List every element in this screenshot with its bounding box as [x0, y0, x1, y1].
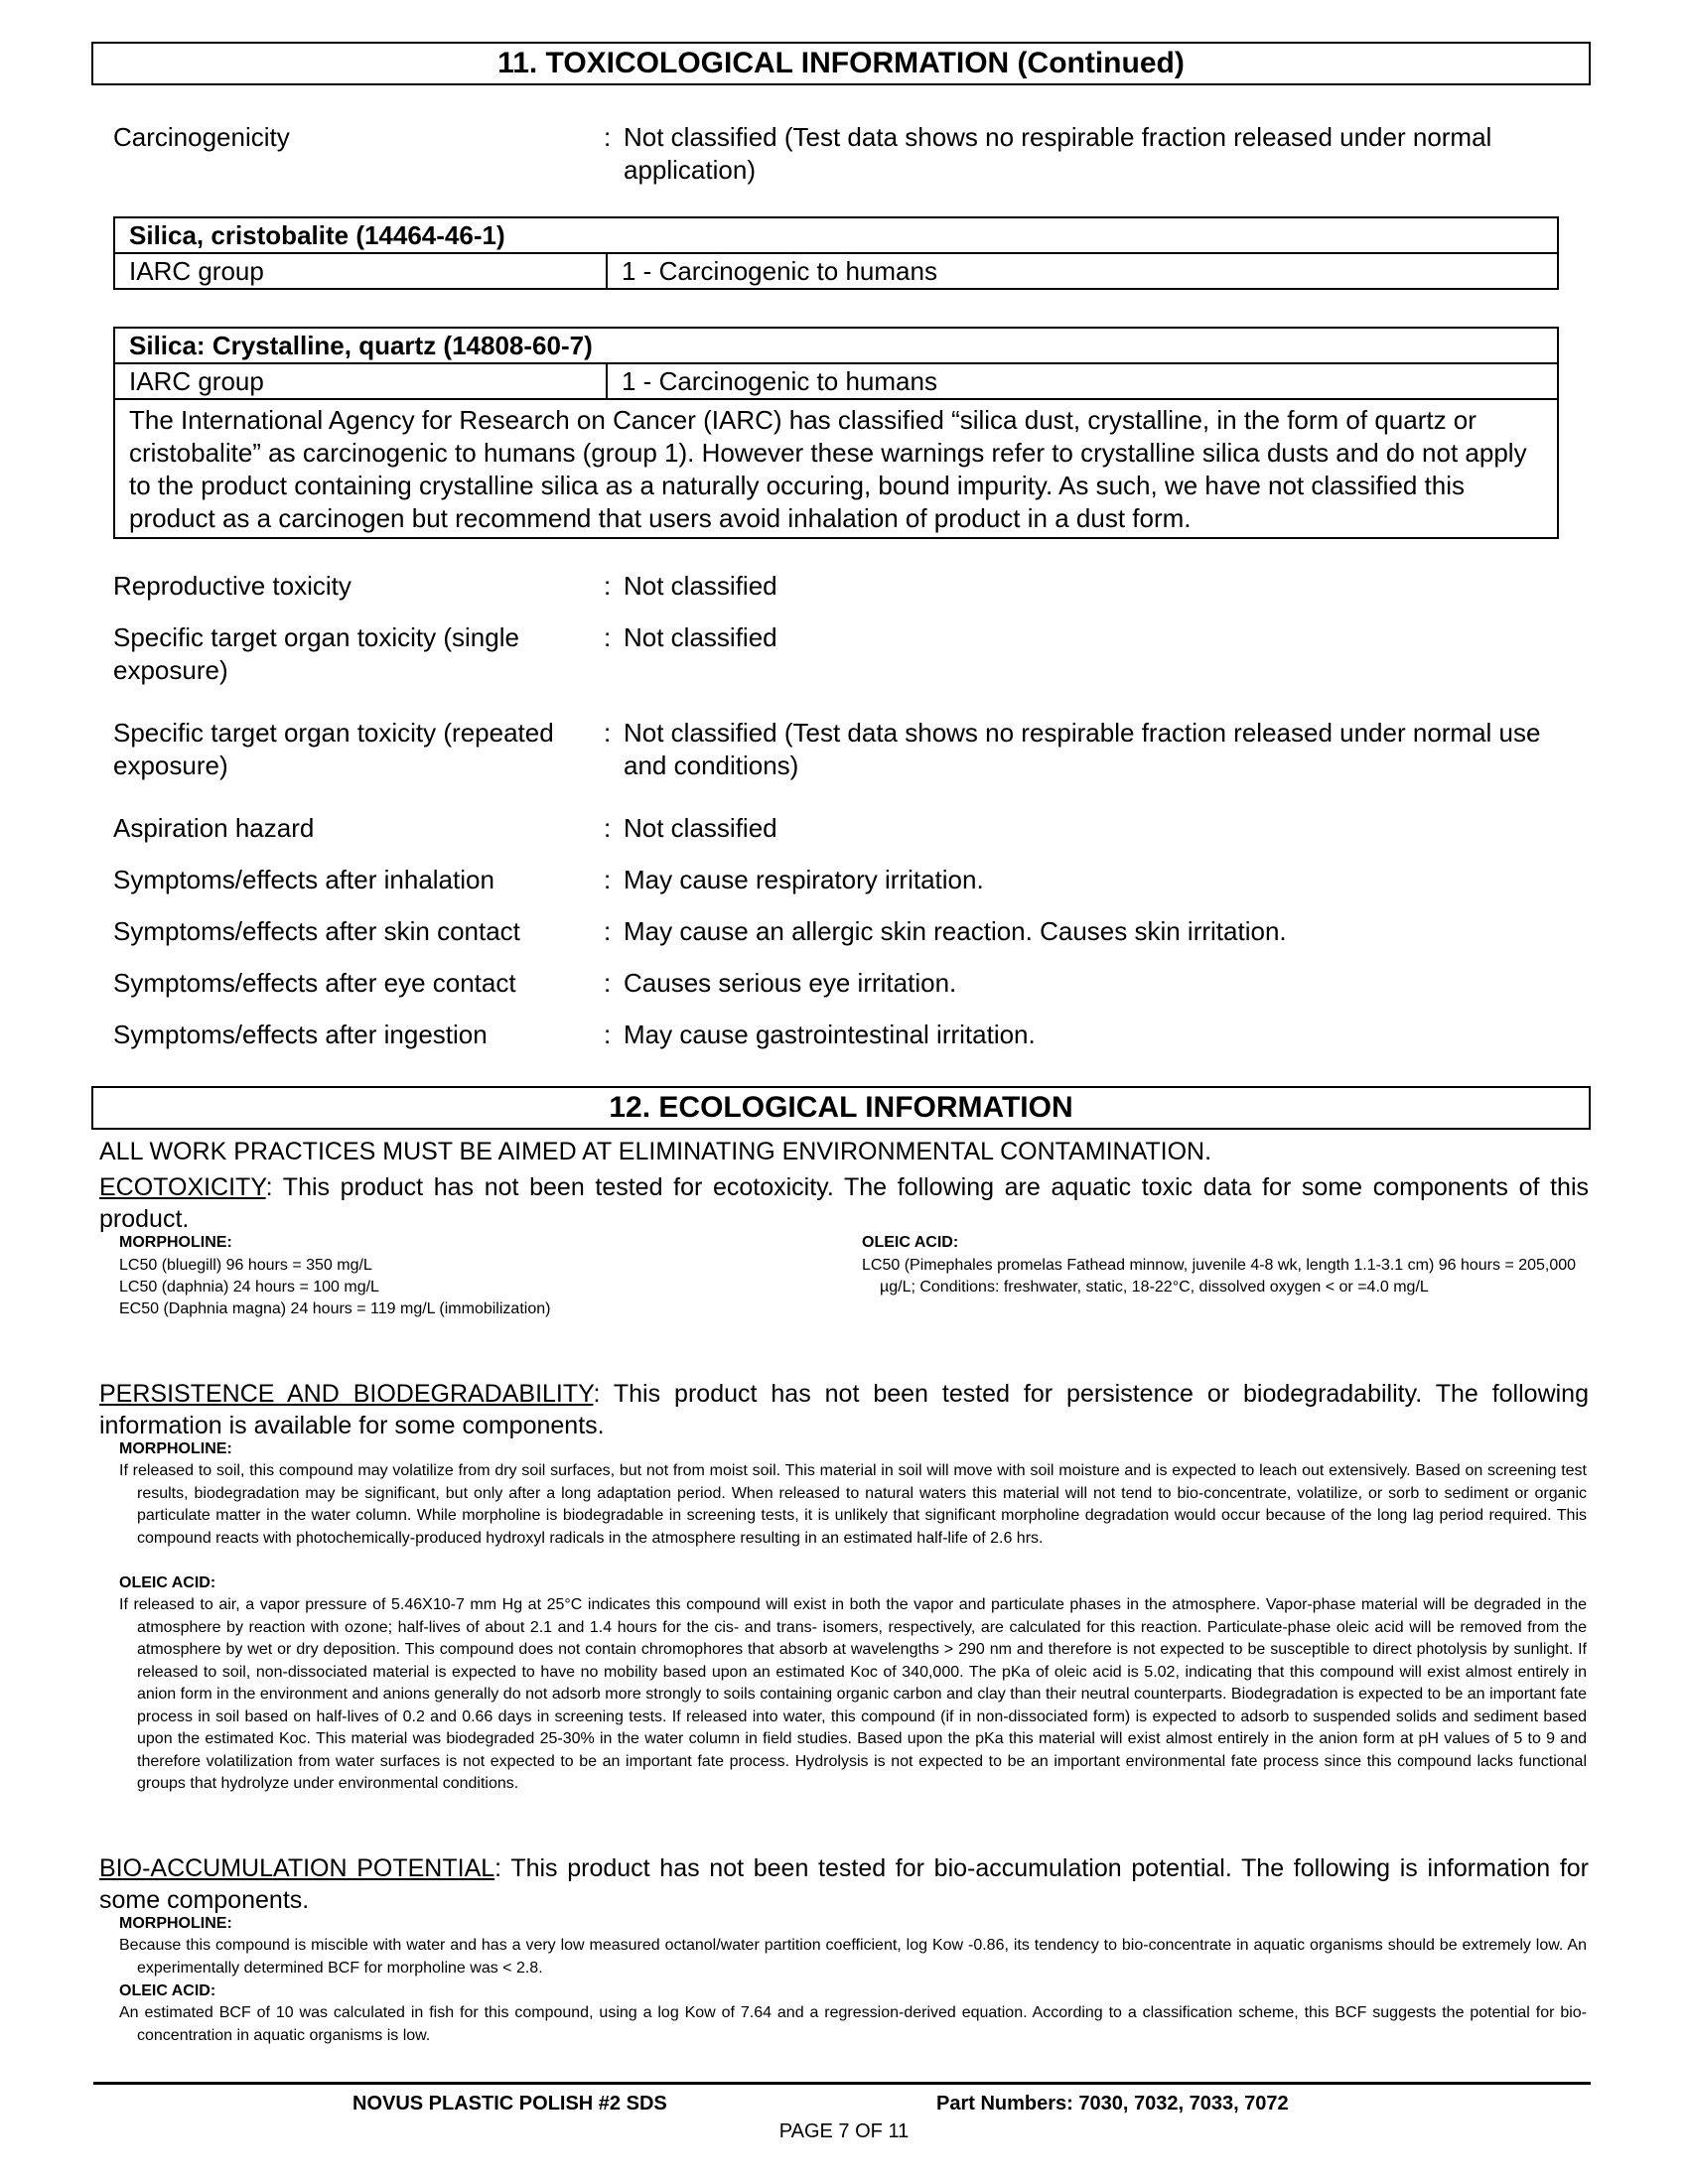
colon: :	[604, 571, 612, 601]
ecotoxicity-text: : This product has not been tested for ecotoxicity. The following are aquatic toxic data for some components of this product.	[99, 1173, 1589, 1233]
morpholine-title: MORPHOLINE:	[119, 1915, 232, 1932]
carcinogenicity-label: Carcinogenicity	[113, 122, 290, 152]
oleic-bioaccumulation-text: An estimated BCF of 10 was calculated in fish for this compound, using a log Kow of 7.64 and a regression-derived equation. According to a classification scheme, this BCF suggests the potential for bio-concentration in aquatic organisms is low.	[119, 2004, 1587, 2044]
silica-quartz-table	[113, 327, 1559, 539]
property-label: Reproductive toxicity	[113, 571, 352, 601]
bioaccumulation-text: : This product has not been tested for bio-accumulation potential. The following is information for some components.	[99, 1854, 1589, 1914]
footer-part-numbers: Part Numbers: 7030, 7032, 7033, 7072	[936, 2093, 1289, 2115]
property-label: Specific target organ toxicity (repeated exposure)	[113, 718, 554, 780]
footer-product: NOVUS PLASTIC POLISH #2 SDS	[352, 2093, 667, 2115]
bioaccumulation-paragraph	[99, 1852, 1589, 1916]
colon: :	[604, 718, 612, 748]
carcinogenicity-value: Not classified (Test data shows no respirable fraction released under normal application)	[624, 122, 1492, 185]
persistence-paragraph	[99, 1378, 1589, 1441]
morpholine-ecotox-line: EC50 (Daphnia magna) 24 hours = 119 mg/L (immobilization)	[119, 1300, 551, 1317]
table-header: Silica: Crystalline, quartz (14808-60-7)	[129, 331, 593, 360]
table-cell-value: 1 - Carcinogenic to humans	[622, 366, 937, 396]
oleic-acid-title: OLEIC ACID:	[862, 1234, 959, 1251]
section-12-title: 12. ECOLOGICAL INFORMATION	[91, 1086, 1591, 1130]
oleic-persistence-text: If released to air, a vapor pressure of 5.46X10-7 mm Hg at 25°C indicates this compound will exist in both the vapor and particulate phases in the atmosphere. Vapor-phase material will be degraded in the atmosphere by reaction with ozone; half-lives of about 2.1 and 1.4 hours for the cis- and trans- isomers, respectively, are calculated for this reaction. Particulate-phase oleic acid will be removed from the atmosphere by wet or dry deposition. This compound does not contain chromophores that absorb at wavelengths > 290 nm and therefore is not expected to be susceptible to direct photolysis by sunlight. If released to soil, non-dissociated material is expected to have no mobility based upon an estimated Koc of 340,000. The pKa of oleic acid is 5.02, indicating that this compound will exist almost entirely in anion form in the environment and anions generally do not adsorb more strongly to soils containing organic carbon and clay than their neutral counterparts. Biodegradation is expected to be an important fate process in soil based on half-lives of 0.2 and 0.66 days in screening tests. If released into water, this compound (if in non-dissociated form) is expected to adsorb to suspended solids and sediment based upon the estimated Koc. This material was biodegraded 25-30% in the water column in field studies. Based upon the pKa this material will exist almost entirely in the anion form at pH values of 5 to 9 and therefore volatilization from water surfaces is not expected to be an important fate process. Hydrolysis is not expected to be an important environmental fate process since this compound lacks functional groups that hydrolyze under environmental conditions.	[119, 1596, 1587, 1792]
eco-intro: ALL WORK PRACTICES MUST BE AIMED AT ELIMINATING ENVIRONMENTAL CONTAMINATION.	[99, 1138, 1212, 1165]
morpholine-title: MORPHOLINE:	[119, 1440, 232, 1457]
morpholine-title: MORPHOLINE:	[119, 1234, 232, 1251]
table-header: Silica, cristobalite (14464-46-1)	[129, 220, 505, 250]
colon: :	[604, 916, 612, 946]
table-cell-label: IARC group	[115, 254, 608, 288]
colon: :	[604, 968, 612, 998]
property-value: Not classified	[624, 813, 777, 843]
property-value: Not classified (Test data shows no respirable fraction released under normal use and conditions)	[624, 718, 1541, 780]
oleic-acid-title: OLEIC ACID:	[119, 1574, 216, 1591]
ecotoxicity-heading: ECOTOXICITY	[99, 1173, 266, 1201]
morpholine-bioaccumulation-text: Because this compound is miscible with water and has a very low measured octanol/water partition coefficient, log Kow -0.86, its tendency to bio-concentrate in aquatic organisms should be extremely low. An experimentally determined BCF for morpholine was < 2.8.	[119, 1937, 1587, 1977]
iarc-note: The International Agency for Research on Cancer (IARC) has classified “silica dust, crystalline, in the form of quartz or cristobalite” as carcinogenic to humans (group 1). However these warnings refer to crystalline silica dusts and do not apply to the product containing crystalline silica as a naturally occuring, bound impurity. As such, we have not classified this product as a carcinogen but recommend that users avoid inhalation of product in a dust form.	[129, 405, 1527, 533]
property-value: May cause respiratory irritation.	[624, 865, 984, 894]
colon: :	[604, 622, 612, 652]
table-cell-label: IARC group	[115, 364, 608, 398]
morpholine-ecotox-line: LC50 (bluegill) 96 hours = 350 mg/L	[119, 1257, 372, 1274]
colon: :	[604, 813, 612, 843]
property-label: Aspiration hazard	[113, 813, 315, 843]
property-value: May cause an allergic skin reaction. Causes skin irritation.	[624, 916, 1287, 946]
ecotoxicity-paragraph	[99, 1171, 1589, 1235]
property-label: Symptoms/effects after ingestion	[113, 1020, 488, 1049]
footer-divider	[93, 2082, 1591, 2085]
colon: :	[604, 122, 612, 152]
bioaccumulation-heading: BIO-ACCUMULATION POTENTIAL	[99, 1854, 495, 1882]
morpholine-ecotox-line: LC50 (daphnia) 24 hours = 100 mg/L	[119, 1279, 379, 1296]
colon: :	[604, 1020, 612, 1049]
property-label: Symptoms/effects after inhalation	[113, 865, 494, 894]
property-value: May cause gastrointestinal irritation.	[624, 1020, 1036, 1049]
oleic-acid-title: OLEIC ACID:	[119, 1982, 216, 1999]
morpholine-persistence-text: If released to soil, this compound may volatilize from dry soil surfaces, but not from moist soil. This material in soil will move with soil moisture and is expected to leach out extensively. Based on screening test results, biodegradation may be significant, but only after a long adaptation period. When released to natural waters this material will not tend to bio-concentrate, volatilize, or sorb to sediment or organic particulate matter in the water column. While morpholine is biodegradable in screening tests, it is unlikely that significant morpholine degradation would occur because of the long lag period required. This compound reacts with photochemically-produced hydroxyl radicals in the atmosphere resulting in an estimated half-life of 2.6 hrs.	[119, 1462, 1587, 1547]
property-value: Causes serious eye irritation.	[624, 968, 957, 998]
property-label: Symptoms/effects after skin contact	[113, 916, 520, 946]
silica-cristobalite-table	[113, 216, 1559, 290]
property-label: Specific target organ toxicity (single exposure)	[113, 622, 519, 685]
oleic-ecotox-text: LC50 (Pimephales promelas Fathead minnow, juvenile 4-8 wk, length 1.1-3.1 cm) 96 hours = 205,000 µg/L; Conditions: freshwater, static, 18-22°C, dissolved oxygen < or =4.0 mg/L	[862, 1257, 1577, 1296]
table-cell-value: 1 - Carcinogenic to humans	[622, 256, 937, 286]
persistence-heading: PERSISTENCE AND BIODEGRADABILITY	[99, 1380, 594, 1408]
section-11-title: 11. TOXICOLOGICAL INFORMATION (Continued)	[91, 42, 1591, 85]
footer-page-number: PAGE 7 OF 11	[778, 2120, 910, 2142]
property-label: Symptoms/effects after eye contact	[113, 968, 516, 998]
persistence-text: : This product has not been tested for persistence or biodegradability. The following information is available for some components.	[99, 1380, 1589, 1439]
colon: :	[604, 865, 612, 894]
property-value: Not classified	[624, 622, 777, 652]
property-value: Not classified	[624, 571, 777, 601]
